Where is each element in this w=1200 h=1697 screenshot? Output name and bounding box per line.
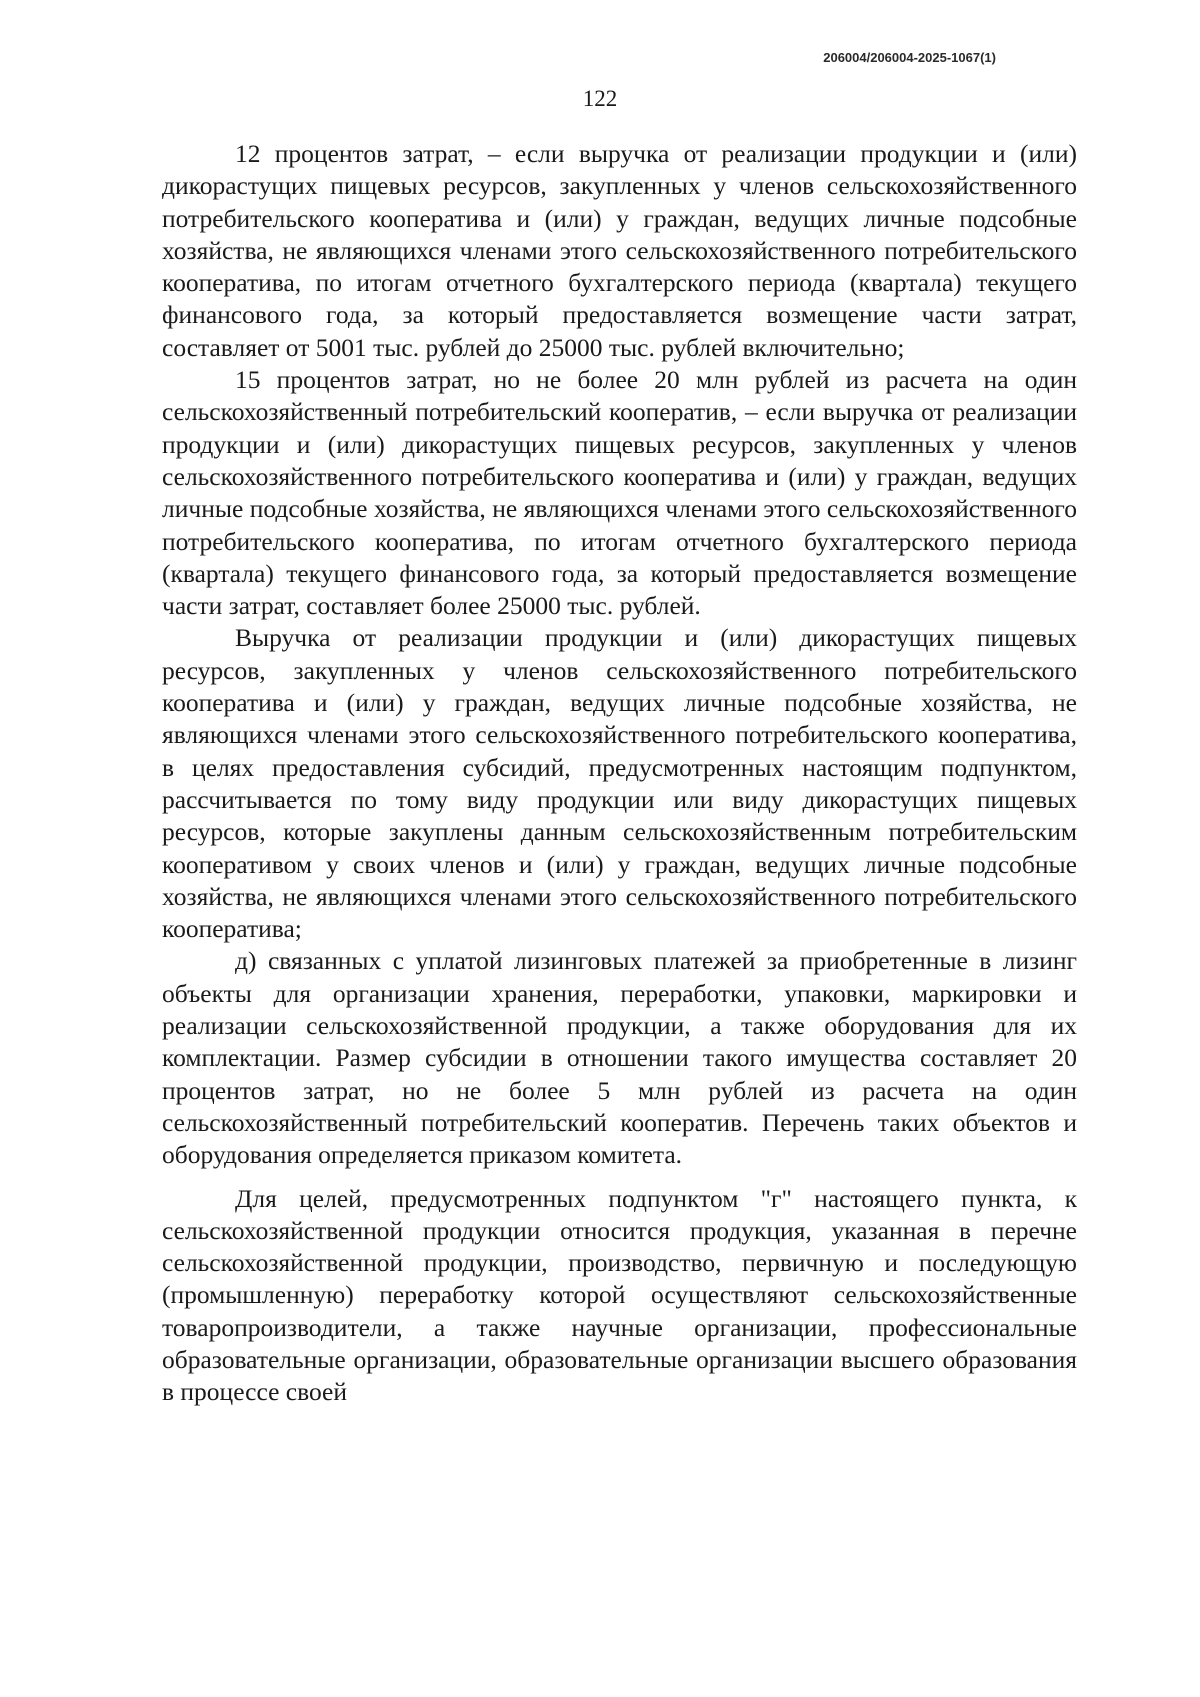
paragraph-leasing: д) связанных с уплатой лизинговых платежей за приобретенные в лизинг объекты для организации хранения, переработки, упаковки, маркировки и реализации сельскохозяйственной продукции, а также оборудования для их комплектации. Размер субсидии в отношении такого имущества составляет 20 процентов затрат, но не более 5 млн рублей из расчета на один сельскохозяйственный потребительский кооператив. Перечень таких объектов и оборудования определяется приказом комитета. [162,946,1077,1170]
paragraph-12-percent: 12 процентов затрат, – если выручка от реализации продукции и (или) дикорастущих пищевых ресурсов, закупленных у членов сельскохозяйственного потребительского кооператива и (или) у граждан, ведущих личные подсобные хозяйства, не являющихся членами этого сельскохозяйственного потребительского кооператива, по итогам отчетного бухгалтерского периода (квартала) текущего финансового года, за который предоставляется возмещение части затрат, составляет от 5001 тыс. рублей до 25000 тыс. рублей включительно; [162,139,1077,362]
page-number: 122 [582,86,618,111]
document-body [162,138,1077,1409]
paragraph-15-percent: 15 процентов затрат, но не более 20 млн рублей из расчета на один сельскохозяйственный потребительский кооператив, – если выручка от реализации продукции и (или) дикорастущих пищевых ресурсов, закупленных у членов сельскохозяйственного потребительского кооператива и (или) у граждан, ведущих личные подсобные хозяйства, не являющихся членами этого сельскохозяйственного потребительского кооператива, по итогам отчетного бухгалтерского периода (квартала) текущего финансового года, за который предоставляется возмещение части затрат, составляет более 25000 тыс. рублей. [162,365,1077,621]
document-id: 206004/206004-2025-1067(1) [823,50,996,65]
paragraph-revenue: Выручка от реализации продукции и (или) дикорастущих пищевых ресурсов, закупленных у членов сельскохозяйственного потребительского кооператива и (или) у граждан, ведущих личные подсобные хозяйства, не являющихся членами этого сельскохозяйственного потребительского кооператива, в целях предоставления субсидий, предусмотренных настоящим подпунктом, рассчитывается по тому виду продукции или виду дикорастущих пищевых ресурсов, которые закуплены данным сельскохозяйственным потребительским кооперативом у своих членов и (или) у граждан, ведущих личные подсобные хозяйства, не являющихся членами этого сельскохозяйственного потребительского кооператива; [162,623,1077,944]
paragraph-purposes: Для целей, предусмотренных подпунктом "г" настоящего пункта, к сельскохозяйственной продукции относится продукция, указанная в перечне сельскохозяйственной продукции, производство, первичную и последующую (промышленную) переработку которой осуществляют сельскохозяйственные товаропроизводители, а также научные организации, профессиональные образовательные организации, образовательные организации высшего образования в процессе своей [162,1183,1077,1407]
